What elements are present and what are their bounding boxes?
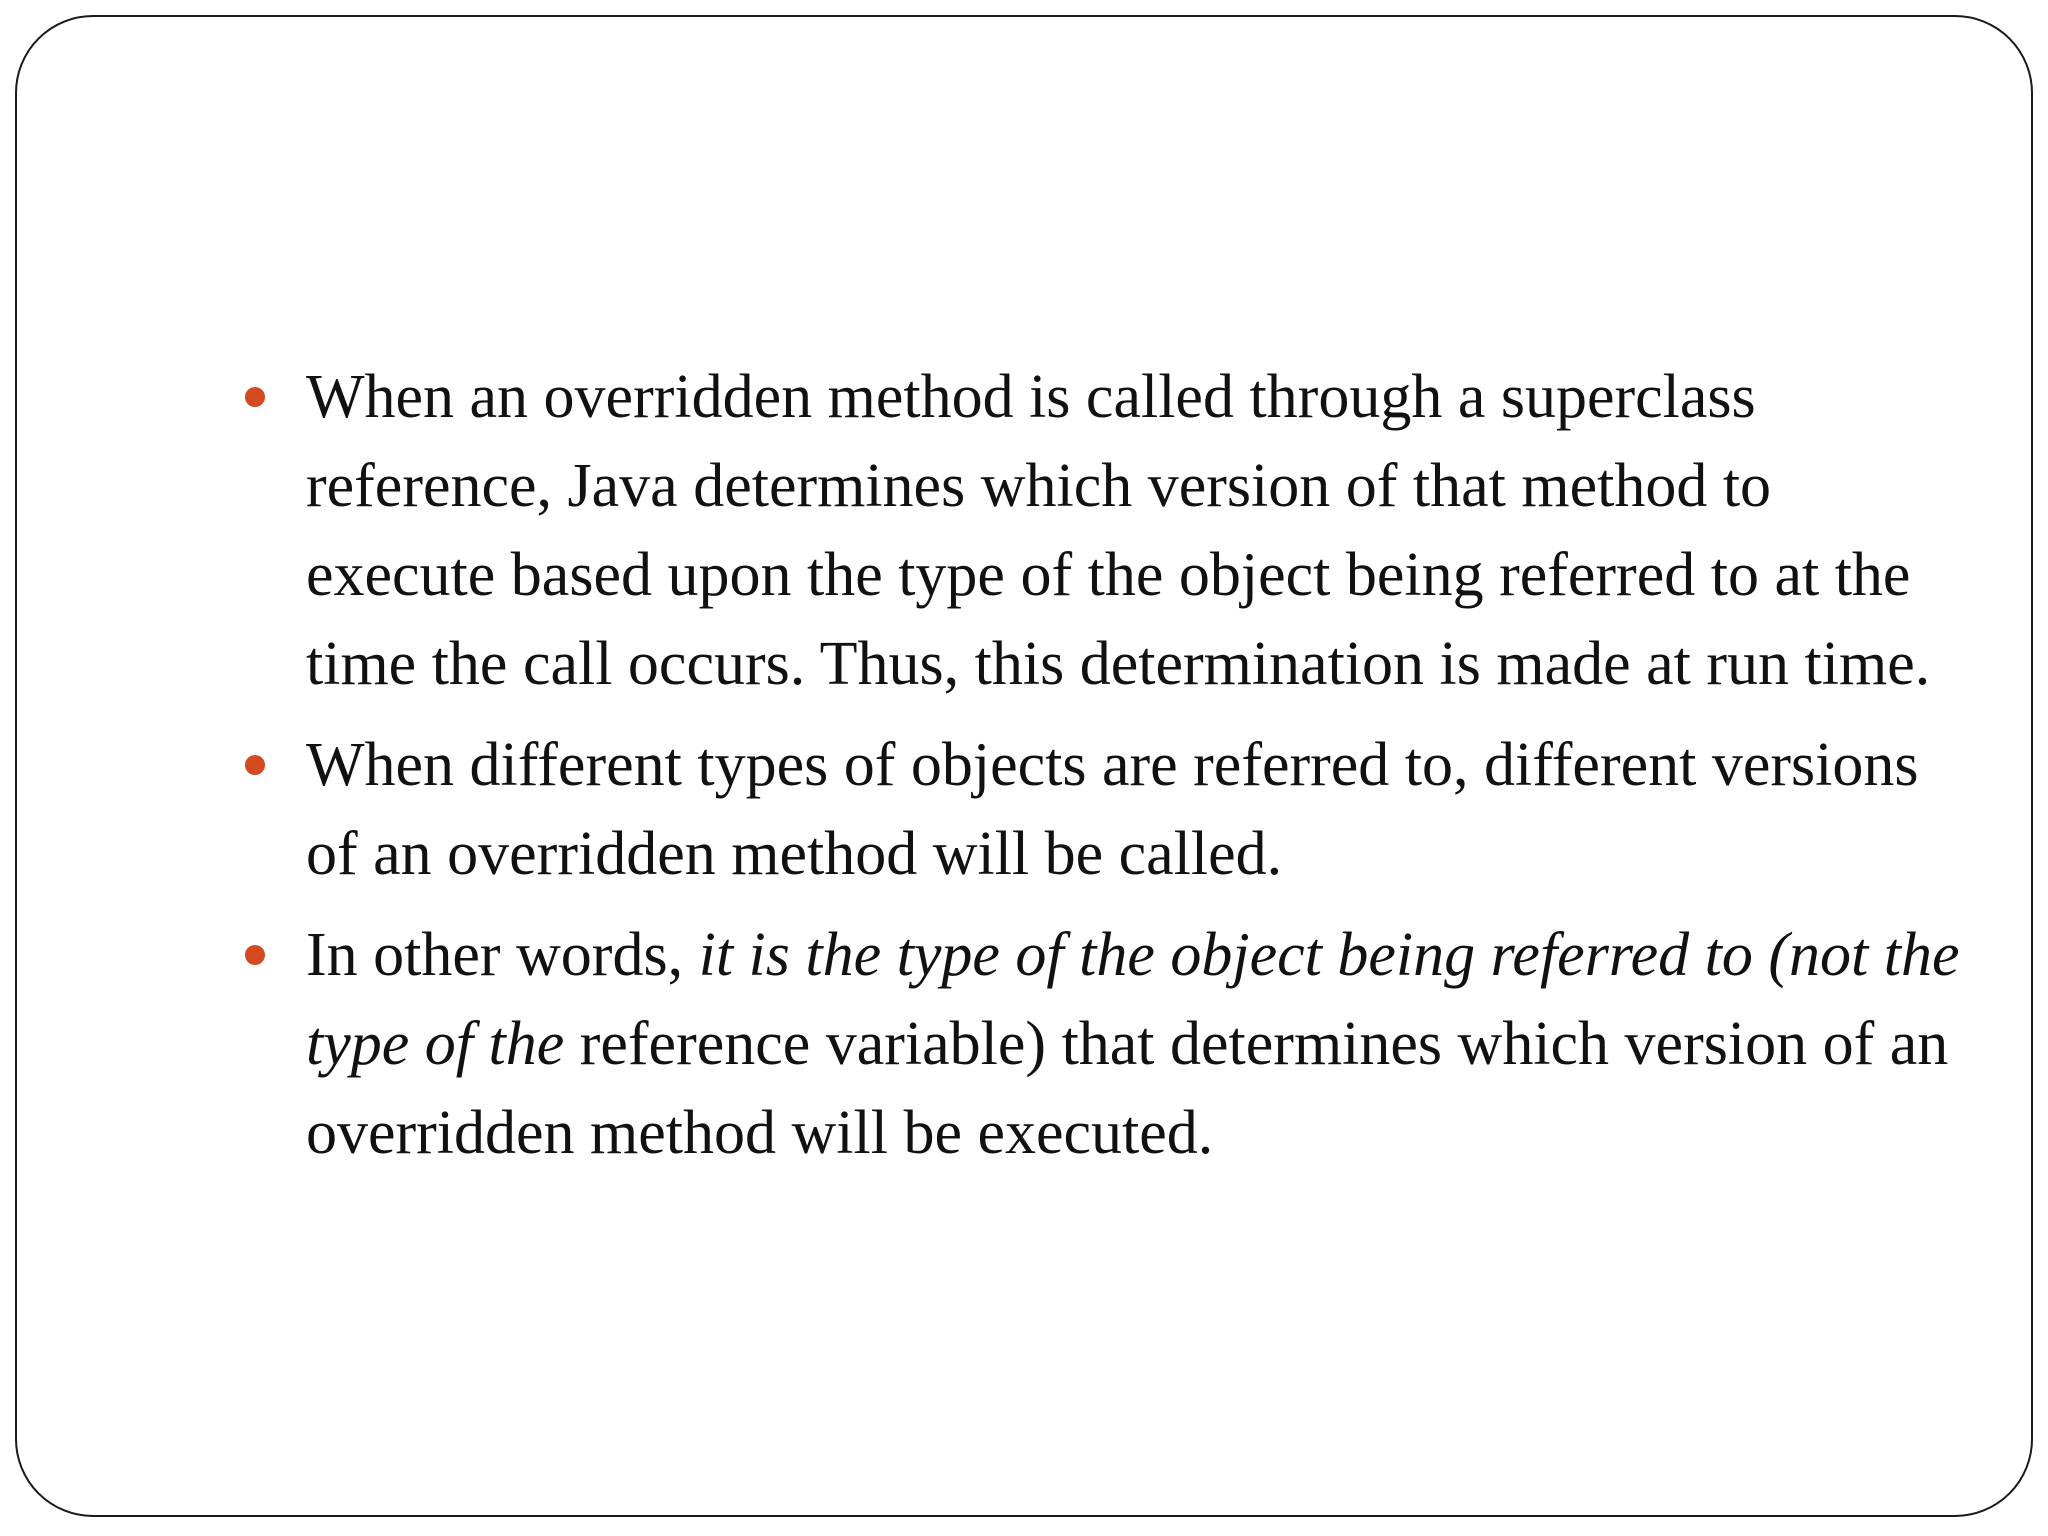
bullet-dot-icon bbox=[245, 945, 265, 965]
bullet-list bbox=[241, 353, 1971, 1190]
bullet-text-tail: reference variable) that determines which version of an overridden method will be executed. bbox=[306, 1010, 1949, 1167]
slide bbox=[15, 15, 2033, 1517]
bullet-item bbox=[241, 353, 1971, 709]
bullet-dot-icon bbox=[245, 755, 265, 775]
bullet-item bbox=[241, 911, 1971, 1178]
bullet-text-lead: In other words, bbox=[306, 921, 699, 989]
bullet-dot-icon bbox=[245, 387, 265, 407]
bullet-text: When an overridden method is called through a superclass reference, Java determines which version of that method to execute based upon the type of the object being referred to at the time the call occurs. Thus, this determination is made at run time. bbox=[306, 363, 1931, 698]
bullet-text-emphasis: it is the type of the object being referred to (not the type of the bbox=[306, 921, 1960, 1078]
bullet-item bbox=[241, 721, 1971, 899]
bullet-text: When different types of objects are referred to, different versions of an overridden method will be called. bbox=[306, 731, 1919, 888]
